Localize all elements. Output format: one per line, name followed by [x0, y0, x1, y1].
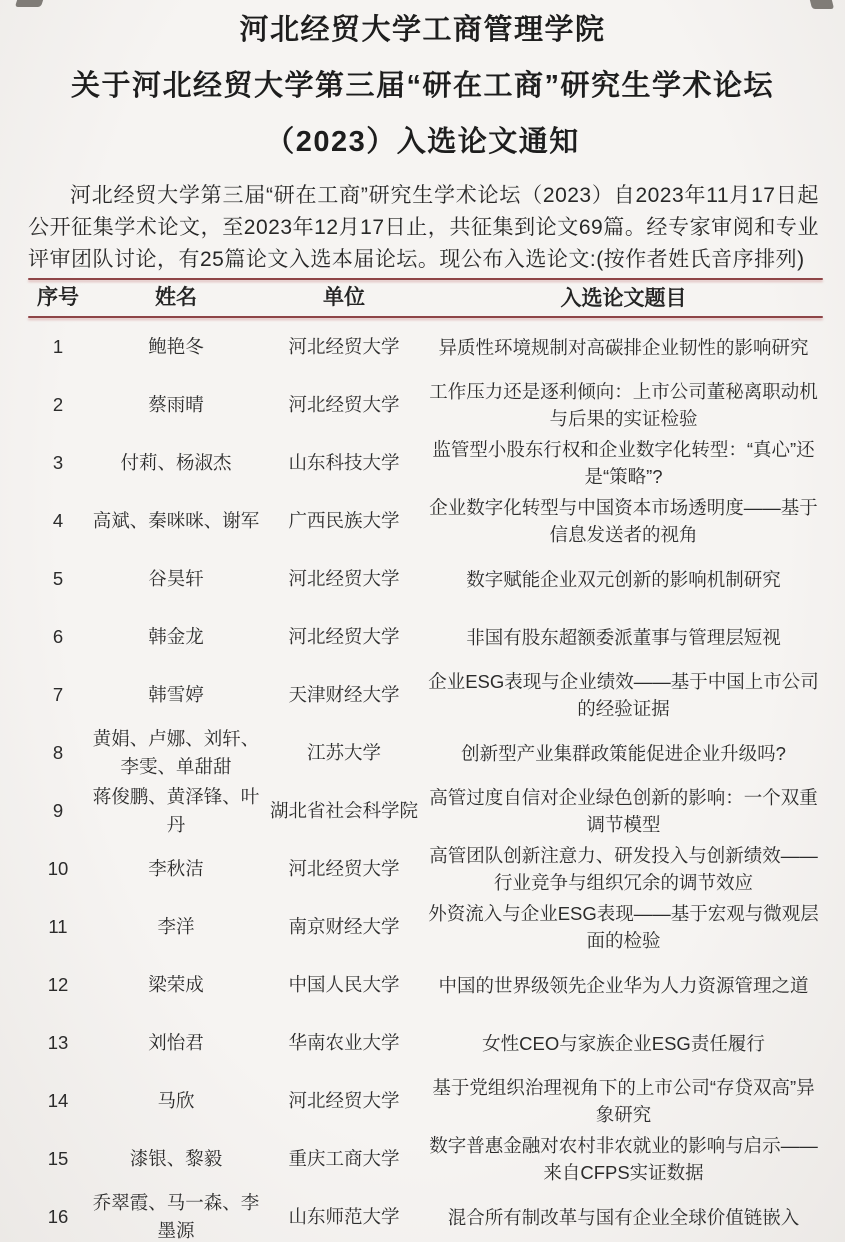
selected-papers-table	[28, 278, 823, 1242]
intro-paragraph: 河北经贸大学第三届“研在工商”研究生学术论坛（2023）自2023年11月17日起公开征集学术论文，至2023年12月17日止，共征集到论文69篇。经专家审阅和专业评审团队讨论，有25篇论文入选本届论坛。现公布入选论文:(按作者姓氏音序排列)	[28, 184, 819, 271]
cell-name: 乔翠霞、马一森、李墨源	[92, 1192, 260, 1241]
doc-title-line-2: 关于河北经贸大学第三届“研在工商”研究生学术论坛	[70, 70, 774, 102]
cell-org: 山东师范大学	[288, 1206, 400, 1227]
table-row	[28, 1130, 823, 1188]
cell-no: 5	[52, 568, 64, 589]
cell-title: 数字赋能企业双元创新的影响机制研究	[466, 568, 781, 590]
table-row	[28, 898, 823, 956]
table-row	[28, 1014, 823, 1072]
cell-title: 创新型产业集群政策能促进企业升级吗?	[461, 742, 786, 764]
cell-org: 山东科技大学	[288, 452, 400, 473]
doc-title-line-3: （2023）入选论文通知	[265, 126, 580, 158]
photo-artifact-top-left	[15, 0, 43, 7]
cell-org: 广西民族大学	[288, 510, 400, 531]
photo-artifact-top-right	[810, 0, 834, 9]
cell-name: 漆银、黎毅	[129, 1148, 223, 1169]
cell-org: 华南农业大学	[288, 1032, 400, 1053]
table-row	[28, 318, 823, 376]
table-row	[28, 782, 823, 840]
cell-title: 企业数字化转型与中国资本市场透明度——基于信息发送者的视角	[429, 497, 818, 545]
cell-org: 天津财经大学	[288, 684, 400, 705]
cell-name: 高斌、秦咪咪、谢军	[92, 510, 260, 531]
cell-no: 2	[52, 394, 64, 415]
header-title: 入选论文题目	[560, 286, 687, 310]
cell-name: 李秋洁	[148, 858, 204, 879]
cell-no: 16	[47, 1206, 69, 1227]
cell-name: 谷昊轩	[148, 568, 204, 589]
cell-name: 蔡雨晴	[148, 394, 204, 415]
cell-title: 监管型小股东行权和企业数字化转型：“真心”还是“策略”?	[432, 439, 815, 487]
cell-name: 付莉、杨淑杰	[120, 452, 232, 473]
cell-name: 鲍艳冬	[148, 336, 204, 357]
cell-title: 中国的世界级领先企业华为人力资源管理之道	[438, 974, 809, 996]
cell-title: 外资流入与企业ESG表现——基于宏观与微观层面的检验	[428, 903, 819, 951]
cell-name: 蒋俊鹏、黄泽锋、叶丹	[92, 786, 260, 835]
cell-title: 异质性环境规制对高碳排企业韧性的影响研究	[438, 336, 809, 358]
table-row	[28, 376, 823, 434]
table-row	[28, 434, 823, 492]
cell-title: 非国有股东超额委派董事与管理层短视	[466, 626, 781, 648]
header-name: 姓名	[155, 286, 197, 309]
cell-no: 15	[47, 1148, 69, 1169]
cell-no: 3	[52, 452, 64, 473]
cell-name: 马欣	[157, 1090, 195, 1111]
cell-no: 10	[47, 858, 69, 879]
table-body	[28, 318, 823, 1242]
cell-name: 李洋	[157, 916, 195, 937]
cell-org: 河北经贸大学	[288, 394, 400, 415]
cell-name: 韩金龙	[148, 626, 204, 647]
cell-title: 基于党组织治理视角下的上市公司“存贷双高”异象研究	[432, 1077, 815, 1125]
cell-title: 数字普惠金融对农村非农就业的影响与启示——来自CFPS实证数据	[429, 1135, 818, 1183]
cell-no: 13	[47, 1032, 69, 1053]
cell-title: 高管过度自信对企业绿色创新的影响：一个双重调节模型	[429, 787, 818, 835]
document-title-block	[0, 0, 845, 160]
cell-no: 8	[52, 742, 64, 763]
table-row	[28, 550, 823, 608]
cell-no: 1	[52, 336, 64, 357]
cell-name: 黄娟、卢娜、刘轩、李雯、单甜甜	[92, 728, 260, 777]
table-row	[28, 666, 823, 724]
cell-no: 12	[47, 974, 69, 995]
cell-org: 南京财经大学	[288, 916, 400, 937]
cell-no: 4	[52, 510, 64, 531]
cell-org: 河北经贸大学	[288, 336, 400, 357]
table-row	[28, 1188, 823, 1242]
cell-no: 9	[52, 800, 64, 821]
header-no: 序号	[37, 286, 79, 309]
table-header-row	[28, 280, 823, 316]
cell-org: 重庆工商大学	[288, 1148, 400, 1169]
cell-org: 河北经贸大学	[288, 626, 400, 647]
table-row	[28, 608, 823, 666]
cell-no: 7	[52, 684, 64, 705]
cell-name: 梁荣成	[148, 974, 204, 995]
doc-title-line-1: 河北经贸大学工商管理学院	[239, 14, 606, 46]
cell-org: 河北经贸大学	[288, 858, 400, 879]
cell-no: 6	[52, 626, 64, 647]
cell-title: 高管团队创新注意力、研发投入与创新绩效——行业竞争与组织冗余的调节效应	[429, 845, 818, 893]
table-row	[28, 1072, 823, 1130]
header-org: 单位	[323, 286, 365, 309]
cell-no: 14	[47, 1090, 69, 1111]
table-row	[28, 724, 823, 782]
cell-name: 刘怡君	[148, 1032, 204, 1053]
cell-title: 混合所有制改革与国有企业全球价值链嵌入	[447, 1206, 800, 1228]
cell-org: 河北经贸大学	[288, 568, 400, 589]
cell-title: 工作压力还是逐利倾向：上市公司董秘离职动机与后果的实证检验	[429, 381, 818, 429]
cell-org: 河北经贸大学	[288, 1090, 400, 1111]
cell-title: 女性CEO与家族企业ESG责任履行	[482, 1032, 765, 1054]
table-row	[28, 492, 823, 550]
cell-title: 企业ESG表现与企业绩效——基于中国上市公司的经验证据	[428, 671, 819, 719]
cell-name: 韩雪婷	[148, 684, 204, 705]
cell-no: 11	[48, 916, 68, 937]
cell-org: 湖北省社会科学院	[269, 800, 418, 821]
table-row	[28, 840, 823, 898]
table-row	[28, 956, 823, 1014]
cell-org: 江苏大学	[306, 742, 381, 763]
cell-org: 中国人民大学	[288, 974, 400, 995]
